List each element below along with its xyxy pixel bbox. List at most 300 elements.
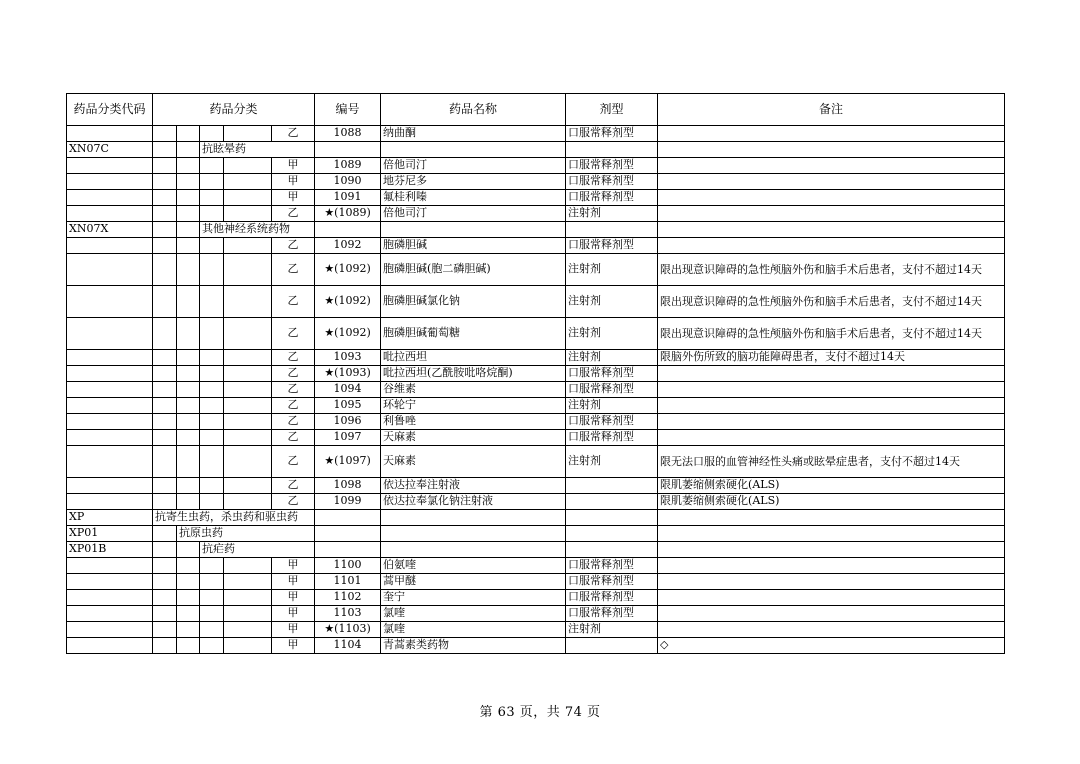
form-cell [566,222,658,238]
indent-cell [177,622,200,638]
indent-cell [200,606,224,622]
number-cell: 1096 [315,414,381,430]
indent-cell [177,558,200,574]
number-cell: 1101 [315,574,381,590]
grade-cell: 甲 [272,606,315,622]
drug-name-cell: 依达拉奉氯化钠注射液 [381,494,566,510]
form-cell: 口服常释剂型 [566,558,658,574]
indent-cell [224,350,272,366]
number-cell: ★(1089) [315,206,381,222]
grade-cell: 乙 [272,238,315,254]
grade-cell: 甲 [272,590,315,606]
code-cell [67,126,153,142]
indent-cell [177,158,200,174]
indent-cell [153,382,177,398]
code-cell [67,158,153,174]
indent-cell [177,382,200,398]
code-cell [67,414,153,430]
remark-cell: 限肌萎缩侧索硬化(ALS) [658,478,1005,494]
indent-cell [177,350,200,366]
indent-cell [200,286,224,318]
remark-cell [658,574,1005,590]
drug-name-cell [381,510,566,526]
drug-name-cell: 谷维素 [381,382,566,398]
category-title-cell: 抗疟药 [200,542,315,558]
form-cell [566,510,658,526]
indent-cell [200,238,224,254]
table-body [67,126,1005,654]
code-cell [67,622,153,638]
indent-cell [153,430,177,446]
form-cell [566,526,658,542]
grade-cell: 乙 [272,414,315,430]
indent-cell [153,606,177,622]
table-row [67,430,1005,446]
form-cell: 注射剂 [566,318,658,350]
indent-cell [177,206,200,222]
number-cell: 1089 [315,158,381,174]
indent-cell [177,574,200,590]
drug-name-cell: 氯喹 [381,606,566,622]
grade-cell: 甲 [272,158,315,174]
drug-name-cell: 氟桂利嗪 [381,190,566,206]
category-row [67,510,1005,526]
category-row [67,222,1005,238]
number-cell: 1090 [315,174,381,190]
indent-cell [153,174,177,190]
code-cell [67,590,153,606]
indent-cell [153,142,177,158]
indent-cell [153,622,177,638]
indent-cell [224,286,272,318]
form-cell [566,494,658,510]
grade-cell: 乙 [272,382,315,398]
remark-cell [658,606,1005,622]
table-row [67,574,1005,590]
remark-cell [658,398,1005,414]
form-cell: 口服常释剂型 [566,414,658,430]
indent-cell [200,638,224,654]
indent-cell [200,494,224,510]
drug-name-cell: 地芬尼多 [381,174,566,190]
form-cell: 口服常释剂型 [566,590,658,606]
indent-cell [177,494,200,510]
indent-cell [177,142,200,158]
table-row [67,638,1005,654]
number-cell: 1088 [315,126,381,142]
indent-cell [200,558,224,574]
grade-cell: 甲 [272,638,315,654]
indent-cell [224,446,272,478]
table-row [67,398,1005,414]
indent-cell [153,286,177,318]
indent-cell [200,158,224,174]
form-cell [566,478,658,494]
grade-cell: 乙 [272,430,315,446]
remark-cell [658,142,1005,158]
table-row [67,414,1005,430]
header-category: 药品分类 [153,94,315,126]
number-cell: 1100 [315,558,381,574]
code-cell [67,606,153,622]
indent-cell [200,590,224,606]
indent-cell [153,446,177,478]
code-cell [67,398,153,414]
form-cell [566,638,658,654]
table-row [67,190,1005,206]
drug-name-cell: 吡拉西坦(乙酰胺吡咯烷酮) [381,366,566,382]
number-cell: ★(1092) [315,254,381,286]
code-cell [67,238,153,254]
code-cell [67,318,153,350]
indent-cell [153,350,177,366]
number-cell [315,222,381,238]
indent-cell [177,318,200,350]
number-cell: 1093 [315,350,381,366]
category-code-cell: XN07X [67,222,153,238]
remark-cell [658,366,1005,382]
number-cell: 1095 [315,398,381,414]
indent-cell [153,558,177,574]
remark-cell [658,526,1005,542]
form-cell: 注射剂 [566,446,658,478]
remark-cell [658,158,1005,174]
indent-cell [224,366,272,382]
indent-cell [200,174,224,190]
grade-cell: 乙 [272,126,315,142]
code-cell [67,574,153,590]
header-number: 编号 [315,94,381,126]
drug-name-cell: 倍他司汀 [381,206,566,222]
form-cell: 口服常释剂型 [566,158,658,174]
code-cell [67,382,153,398]
indent-cell [177,222,200,238]
indent-cell [177,398,200,414]
indent-cell [224,590,272,606]
remark-cell [658,542,1005,558]
number-cell: 1104 [315,638,381,654]
form-cell: 口服常释剂型 [566,366,658,382]
remark-cell [658,622,1005,638]
table-row [67,158,1005,174]
table-row [67,254,1005,286]
number-cell: 1098 [315,478,381,494]
indent-cell [153,478,177,494]
remark-cell [658,558,1005,574]
indent-cell [177,638,200,654]
header-form: 剂型 [566,94,658,126]
drug-name-cell: 吡拉西坦 [381,350,566,366]
category-title-cell: 抗眩晕药 [200,142,315,158]
indent-cell [224,254,272,286]
indent-cell [224,174,272,190]
table-row [67,558,1005,574]
code-cell [67,638,153,654]
indent-cell [224,414,272,430]
remark-cell [658,206,1005,222]
category-row [67,142,1005,158]
drug-name-cell: 奎宁 [381,590,566,606]
form-cell: 注射剂 [566,254,658,286]
indent-cell [200,414,224,430]
header-remark: 备注 [658,94,1005,126]
drug-name-cell: 伯氨喹 [381,558,566,574]
indent-cell [153,494,177,510]
indent-cell [200,350,224,366]
remark-cell [658,382,1005,398]
indent-cell [177,446,200,478]
indent-cell [224,238,272,254]
grade-cell: 乙 [272,398,315,414]
form-cell: 注射剂 [566,206,658,222]
header-name: 药品名称 [381,94,566,126]
grade-cell: 乙 [272,494,315,510]
indent-cell [153,590,177,606]
indent-cell [177,126,200,142]
table-row [67,206,1005,222]
grade-cell: 乙 [272,446,315,478]
table-row [67,478,1005,494]
indent-cell [177,590,200,606]
indent-cell [153,574,177,590]
indent-cell [153,526,177,542]
drug-name-cell [381,542,566,558]
drug-name-cell [381,526,566,542]
indent-cell [200,574,224,590]
indent-cell [224,494,272,510]
indent-cell [153,318,177,350]
number-cell: ★(1092) [315,286,381,318]
indent-cell [200,190,224,206]
grade-cell: 乙 [272,478,315,494]
indent-cell [153,238,177,254]
code-cell [67,366,153,382]
indent-cell [224,398,272,414]
table-row [67,174,1005,190]
indent-cell [177,542,200,558]
remark-cell [658,174,1005,190]
indent-cell [200,254,224,286]
indent-cell [153,542,177,558]
table-row [67,590,1005,606]
drug-name-cell: 利鲁唑 [381,414,566,430]
code-cell [67,206,153,222]
indent-cell [200,478,224,494]
remark-cell: 限出现意识障碍的急性颅脑外伤和脑手术后患者，支付不超过14天 [658,286,1005,318]
indent-cell [224,190,272,206]
drug-name-cell: 环轮宁 [381,398,566,414]
form-cell [566,142,658,158]
form-cell: 注射剂 [566,398,658,414]
indent-cell [153,414,177,430]
category-title-cell: 抗寄生虫药，杀虫药和驱虫药 [153,510,315,526]
indent-cell [224,206,272,222]
indent-cell [200,430,224,446]
drug-name-cell: 纳曲酮 [381,126,566,142]
indent-cell [177,254,200,286]
remark-cell: 限出现意识障碍的急性颅脑外伤和脑手术后患者，支付不超过14天 [658,318,1005,350]
indent-cell [153,206,177,222]
drug-name-cell: 胞磷胆碱 [381,238,566,254]
number-cell: 1103 [315,606,381,622]
indent-cell [153,222,177,238]
indent-cell [200,126,224,142]
number-cell: 1094 [315,382,381,398]
form-cell: 注射剂 [566,350,658,366]
indent-cell [177,190,200,206]
indent-cell [177,174,200,190]
indent-cell [177,430,200,446]
table-row [67,126,1005,142]
indent-cell [153,638,177,654]
grade-cell: 乙 [272,254,315,286]
form-cell: 口服常释剂型 [566,190,658,206]
code-cell [67,174,153,190]
form-cell: 口服常释剂型 [566,382,658,398]
remark-cell: 限脑外伤所致的脑功能障碍患者，支付不超过14天 [658,350,1005,366]
table-header-row [67,94,1005,126]
indent-cell [153,126,177,142]
indent-cell [177,286,200,318]
indent-cell [224,430,272,446]
number-cell: ★(1103) [315,622,381,638]
code-cell [67,254,153,286]
category-title-cell: 其他神经系统药物 [200,222,315,238]
number-cell [315,542,381,558]
grade-cell: 乙 [272,366,315,382]
form-cell: 注射剂 [566,286,658,318]
remark-cell [658,430,1005,446]
number-cell [315,510,381,526]
indent-cell [153,398,177,414]
grade-cell: 乙 [272,318,315,350]
form-cell: 口服常释剂型 [566,430,658,446]
remark-cell [658,510,1005,526]
indent-cell [224,558,272,574]
form-cell: 口服常释剂型 [566,174,658,190]
grade-cell: 甲 [272,174,315,190]
remark-cell [658,190,1005,206]
code-cell [67,494,153,510]
indent-cell [153,190,177,206]
table-row [67,622,1005,638]
number-cell [315,526,381,542]
category-code-cell: XN07C [67,142,153,158]
remark-cell [658,238,1005,254]
indent-cell [224,478,272,494]
drug-name-cell: 胞磷胆碱(胞二磷胆碱) [381,254,566,286]
table-row [67,366,1005,382]
drug-name-cell: 天麻素 [381,430,566,446]
indent-cell [153,254,177,286]
drug-name-cell: 倍他司汀 [381,158,566,174]
indent-cell [200,382,224,398]
indent-cell [177,238,200,254]
indent-cell [224,574,272,590]
number-cell: ★(1093) [315,366,381,382]
indent-cell [177,478,200,494]
table-row [67,350,1005,366]
table-row [67,318,1005,350]
code-cell [67,446,153,478]
drug-name-cell: 天麻素 [381,446,566,478]
indent-cell [177,366,200,382]
table-row [67,286,1005,318]
drug-name-cell: 氯喹 [381,622,566,638]
table-row [67,238,1005,254]
code-cell [67,286,153,318]
drug-name-cell [381,222,566,238]
number-cell: 1102 [315,590,381,606]
drug-name-cell: 依达拉奉注射液 [381,478,566,494]
form-cell [566,542,658,558]
drug-name-cell: 蒿甲醚 [381,574,566,590]
grade-cell: 乙 [272,286,315,318]
category-code-cell: XP01B [67,542,153,558]
code-cell [67,558,153,574]
number-cell: 1092 [315,238,381,254]
code-cell [67,190,153,206]
form-cell: 注射剂 [566,622,658,638]
number-cell: 1091 [315,190,381,206]
header-code: 药品分类代码 [67,94,153,126]
number-cell: ★(1097) [315,446,381,478]
indent-cell [153,366,177,382]
indent-cell [200,446,224,478]
form-cell: 口服常释剂型 [566,574,658,590]
indent-cell [177,414,200,430]
indent-cell [200,622,224,638]
form-cell: 口服常释剂型 [566,126,658,142]
remark-cell: 限出现意识障碍的急性颅脑外伤和脑手术后患者，支付不超过14天 [658,254,1005,286]
indent-cell [200,398,224,414]
code-cell [67,430,153,446]
indent-cell [224,318,272,350]
grade-cell: 甲 [272,190,315,206]
grade-cell: 甲 [272,558,315,574]
table-row [67,382,1005,398]
indent-cell [200,206,224,222]
code-cell [67,350,153,366]
number-cell: 1099 [315,494,381,510]
number-cell: 1097 [315,430,381,446]
drug-name-cell: 胞磷胆碱氯化钠 [381,286,566,318]
grade-cell: 甲 [272,622,315,638]
indent-cell [200,366,224,382]
indent-cell [224,158,272,174]
table-row [67,606,1005,622]
indent-cell [153,158,177,174]
drug-list-table [66,93,1005,654]
category-row [67,542,1005,558]
indent-cell [224,638,272,654]
category-title-cell: 抗原虫药 [177,526,315,542]
remark-cell [658,590,1005,606]
drug-name-cell: 青蒿素类药物 [381,638,566,654]
indent-cell [200,318,224,350]
table-row [67,494,1005,510]
grade-cell: 乙 [272,350,315,366]
page-number: 第 63 页，共 74 页 [479,705,601,720]
indent-cell [224,126,272,142]
remark-cell [658,126,1005,142]
indent-cell [224,382,272,398]
remark-cell: ◇ [658,638,1005,654]
indent-cell [224,622,272,638]
category-code-cell: XP01 [67,526,153,542]
indent-cell [224,606,272,622]
category-code-cell: XP [67,510,153,526]
